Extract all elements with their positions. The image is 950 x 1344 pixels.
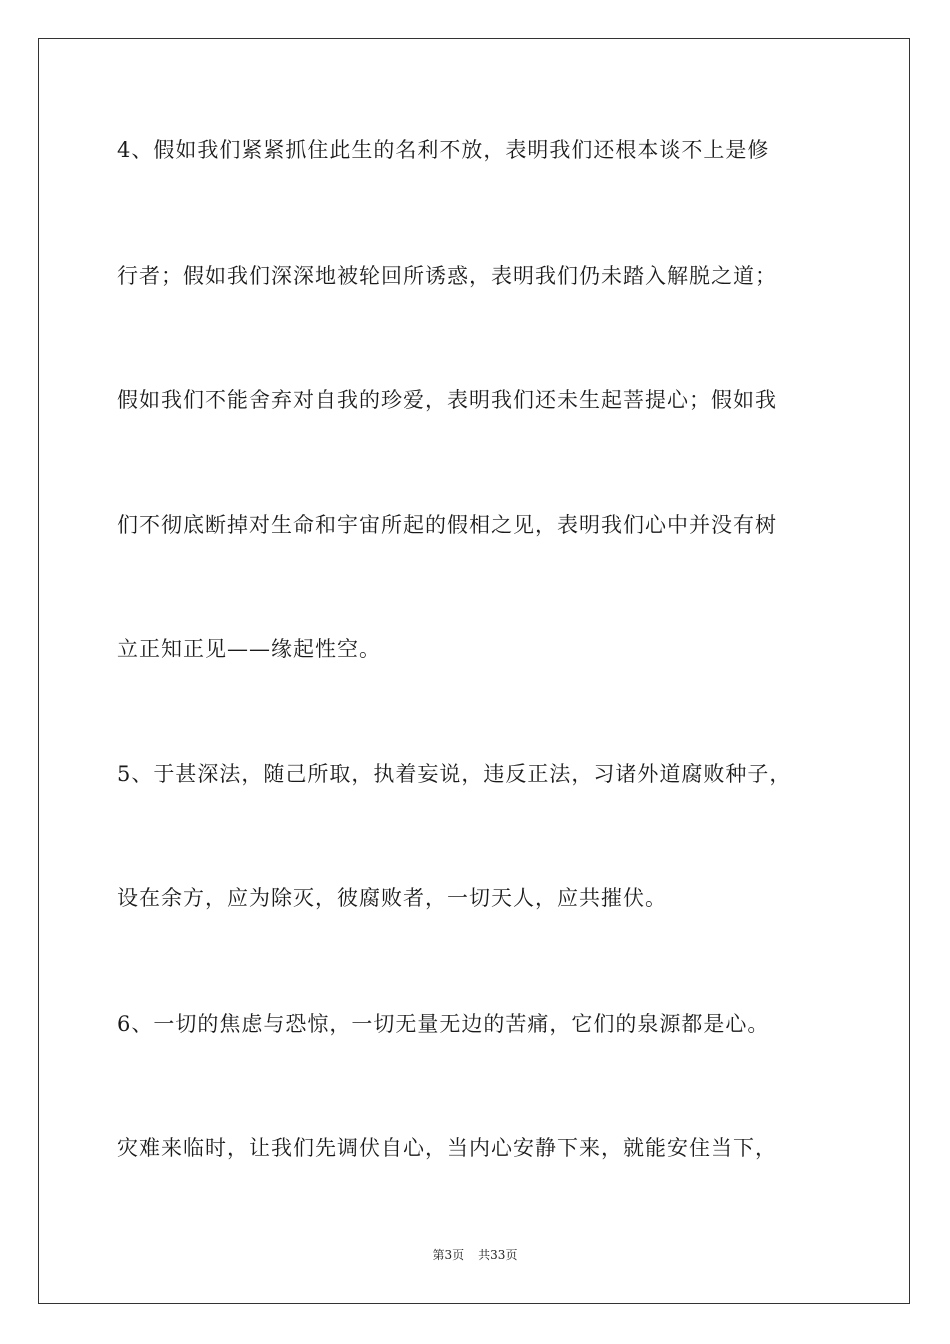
page-total: 共33页: [478, 1248, 518, 1262]
paragraph-4-line-5: 立正知正见——缘起性空。: [117, 637, 381, 661]
paragraph-6-line-1: 6、一切的焦虑与恐惊，一切无量无边的苦痛，它们的泉源都是心。: [117, 1012, 770, 1036]
page-footer: [0, 1247, 950, 1263]
paragraph-4-line-4: 们不彻底断掉对生命和宇宙所起的假相之见，表明我们心中并没有树: [117, 513, 777, 537]
page-number: 第3页: [432, 1248, 465, 1262]
paragraph-5-line-2: 设在余方，应为除灭，彼腐败者，一切天人，应共摧伏。: [117, 886, 667, 910]
paragraph-4-line-3: 假如我们不能舍弃对自我的珍爱，表明我们还未生起菩提心；假如我: [117, 388, 777, 412]
paragraph-6-line-2: 灾难来临时，让我们先调伏自心，当内心安静下来，就能安住当下，: [117, 1136, 777, 1160]
page-border: [38, 38, 910, 1304]
paragraph-5-line-1: 5、于甚深法，随己所取，执着妄说，违反正法，习诸外道腐败种子，: [117, 762, 792, 786]
paragraph-4-line-1: 4、假如我们紧紧抓住此生的名利不放，表明我们还根本谈不上是修: [117, 138, 770, 162]
paragraph-4-line-2: 行者；假如我们深深地被轮回所诱惑，表明我们仍未踏入解脱之道；: [117, 264, 777, 288]
